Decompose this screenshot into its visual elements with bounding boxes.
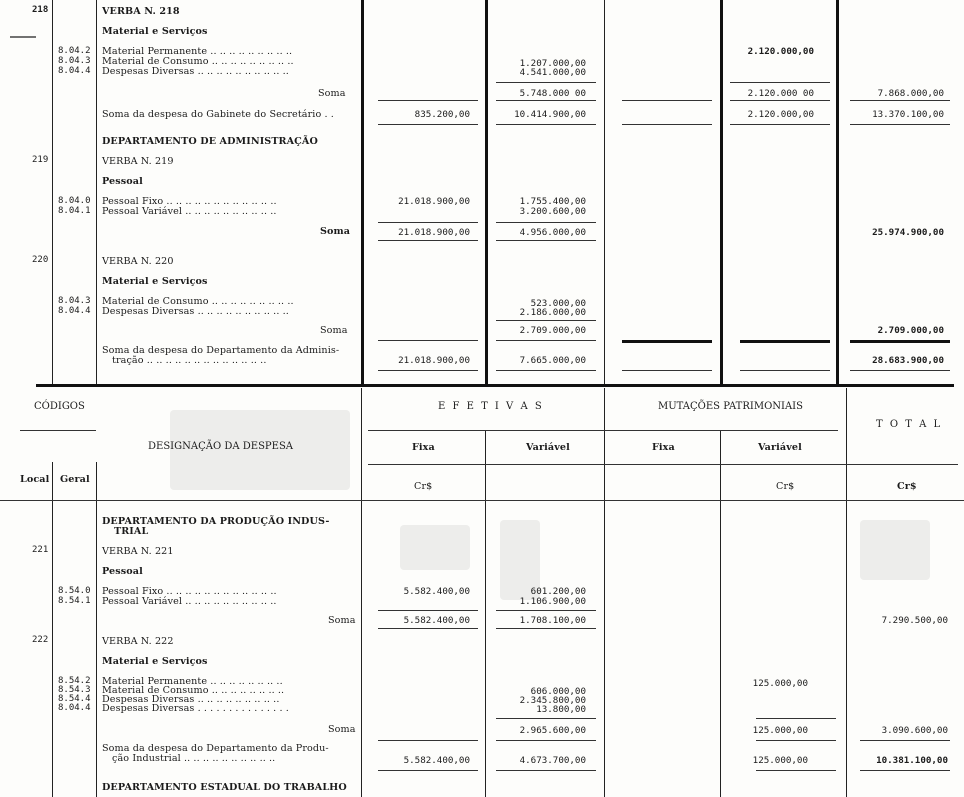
item-label: Material de Consumo .. .. .. .. .. .. .. .. .. (102, 296, 294, 307)
var-value: 3.200.600,00 (519, 206, 586, 217)
item-label: Despesas Diversas . . . . . . . . . . . . . . . (102, 703, 289, 714)
soma-label: Soma (318, 88, 346, 99)
item-code: 8.04.4 (58, 306, 91, 316)
local-code-218: 218 (32, 5, 49, 15)
soma-total: 25.974.900,00 (872, 227, 944, 238)
var-value: 606.000,00 (530, 686, 586, 697)
col-divider-var (604, 0, 605, 385)
gab-fixa: 835.200,00 (414, 109, 470, 120)
verba-218-category: Material e Serviços (102, 26, 208, 37)
dept-producao-heading-1: DEPARTAMENTO DA PRODUÇÃO INDUS- (102, 516, 330, 527)
total-underline (860, 770, 950, 771)
item-label: Despesas Diversas .. .. .. .. .. .. .. .. .. .. (102, 66, 289, 77)
header-variavel: Variável (526, 442, 570, 453)
header-rule-codes (20, 430, 96, 431)
header-mutacoes: MUTAÇÕES PATRIMONIAIS (658, 401, 803, 412)
soma-var: 1.708.100,00 (519, 615, 586, 626)
item-code: 8.04.3 (58, 56, 91, 66)
header-cr-total: Cr$ (897, 481, 917, 492)
dept-admin-fixa: 21.018.900,00 (398, 355, 470, 366)
dept-producao-var: 4.673.700,00 (519, 755, 586, 766)
var-value: 1.755.400,00 (519, 196, 586, 207)
item-code: 8.04.4 (58, 703, 91, 713)
total-rule (850, 100, 950, 101)
subtotal-rule (496, 718, 596, 719)
total-underline (496, 770, 596, 771)
gab-total-label: Soma da despesa do Gabinete do Secretário . . (102, 109, 334, 120)
soma-label: Soma (328, 615, 356, 626)
gab-total: 13.370.100,00 (872, 109, 944, 120)
total-rule (496, 100, 596, 101)
col-divider-desc (361, 0, 364, 385)
total-underline (850, 124, 950, 125)
item-label: Despesas Diversas .. .. .. .. .. .. .. .. .. (102, 694, 280, 705)
scan-smudge (400, 525, 470, 570)
col-divider-fixa-2 (485, 430, 486, 797)
total-rule (860, 740, 950, 741)
soma-fixa: 21.018.900,00 (398, 227, 470, 238)
soma-total: 3.090.600,00 (881, 725, 948, 736)
header-cr-fixa: Cr$ (414, 481, 433, 492)
total-rule (378, 340, 478, 341)
item-code: 8.54.0 (58, 586, 91, 596)
header-cr-mut: Cr$ (776, 481, 795, 492)
fixa-value: 5.582.400,00 (403, 586, 470, 597)
item-label: Pessoal Fixo .. .. .. .. .. .. .. .. .. .. .. .. (102, 196, 277, 207)
col-divider-mutvar (836, 0, 839, 385)
var-value: 523.000,00 (530, 298, 586, 309)
mut-var-value: 125.000,00 (752, 678, 808, 689)
col-divider-fixa (485, 0, 488, 385)
header-local: Local (20, 474, 50, 485)
verba-218-title: VERBA N. 218 (102, 6, 180, 17)
soma-total: 7.868.000,00 (877, 88, 944, 99)
item-code: 8.54.4 (58, 694, 91, 704)
soma-label: Soma (328, 724, 356, 735)
scan-mark (10, 36, 36, 38)
col-divider-geral-2 (96, 462, 97, 797)
subtotal-underline (496, 628, 596, 629)
total-underline (730, 124, 830, 125)
col-divider-mutfixa (720, 0, 723, 385)
subtotal-underline (378, 628, 478, 629)
var-value: 4.541.000,00 (519, 67, 586, 78)
verba-222-title: VERBA N. 222 (102, 636, 174, 647)
dept-admin-total: 28.683.900,00 (872, 355, 944, 366)
subtotal-rule (378, 610, 478, 611)
col-divider-var-2 (604, 388, 605, 797)
soma-label: Soma (320, 325, 348, 336)
gab-var: 10.414.900,00 (514, 109, 586, 120)
header-geral: Geral (60, 474, 90, 485)
var-value: 1.106.900,00 (519, 596, 586, 607)
header-mut-variavel: Variável (758, 442, 802, 453)
soma-var: 2.965.600,00 (519, 725, 586, 736)
dept-producao-heading-2: TRIAL (114, 526, 149, 537)
col-divider-codes-2 (52, 462, 53, 797)
subtotal-rule (730, 82, 830, 83)
verba-222-category: Material e Serviços (102, 656, 208, 667)
dept-producao-mut: 125.000,00 (752, 755, 808, 766)
section-break (36, 384, 954, 387)
item-code: 8.54.3 (58, 685, 91, 695)
total-underline (496, 370, 596, 371)
var-value: 601.200,00 (530, 586, 586, 597)
col-divider-geral (96, 0, 97, 385)
col-divider-mutfixa-2 (720, 430, 721, 797)
header-mut-fixa: Fixa (652, 442, 675, 453)
total-underline (622, 370, 712, 371)
soma-label: Soma (320, 226, 351, 237)
item-label: Despesas Diversas .. .. .. .. .. .. .. .. .. .. (102, 306, 289, 317)
item-label: Material de Consumo .. .. .. .. .. .. .. .. .. (102, 56, 294, 67)
dept-trabalho-heading: DEPARTAMENTO ESTADUAL DO TRABALHO (102, 782, 347, 793)
item-code: 8.04.3 (58, 296, 91, 306)
header-designacao: DESIGNAÇÃO DA DESPESA (148, 441, 294, 452)
item-label: Material Permanente .. .. .. .. .. .. .. .. .. (102, 46, 293, 57)
item-code: 8.04.2 (58, 46, 91, 56)
dept-admin-total-label-1: Soma da despesa do Departamento da Adminis- (102, 345, 340, 356)
header-codigos: CÓDIGOS (34, 401, 85, 412)
header-fixa: Fixa (412, 442, 435, 453)
item-code: 8.54.1 (58, 596, 91, 606)
var-value: 13.800,00 (536, 704, 586, 715)
verba-221-category: Pessoal (102, 566, 143, 577)
subtotal-rule (496, 222, 596, 223)
total-rule (496, 740, 596, 741)
total-underline (378, 124, 478, 125)
item-code: 8.04.1 (58, 206, 91, 216)
col-divider-desc-2 (361, 388, 362, 797)
total-underline (850, 370, 950, 371)
soma-var: 5.748.000 00 (519, 88, 586, 99)
local-code-219: 219 (32, 155, 49, 165)
header-efetivas: E F E T I V A S (438, 401, 544, 412)
item-label: Pessoal Variável .. .. .. .. .. .. .. .. .. .. (102, 206, 277, 217)
local-code-222: 222 (32, 635, 49, 645)
soma-mut: 2.120.000 00 (747, 88, 814, 99)
verba-219-title: VERBA N. 219 (102, 156, 174, 167)
item-label: Pessoal Variável .. .. .. .. .. .. .. .. .. .. (102, 596, 277, 607)
dept-producao-total: 10.381.100,00 (876, 755, 948, 766)
dept-admin-total-label-2: tração .. .. .. .. .. .. .. .. .. .. .. .. .. (112, 355, 267, 366)
header-rule-efetivas (368, 430, 838, 431)
soma-mut: 125.000,00 (752, 725, 808, 736)
item-code: 8.04.0 (58, 196, 91, 206)
total-underline (740, 370, 830, 371)
total-rule (378, 740, 478, 741)
col-divider-mutvar-2 (846, 388, 847, 797)
soma-var: 4.956.000,00 (519, 227, 586, 238)
soma-fixa: 5.582.400,00 (403, 615, 470, 626)
verba-220-title: VERBA N. 220 (102, 256, 174, 267)
item-code: 8.54.2 (58, 676, 91, 686)
gab-mut: 2.120.000,00 (747, 109, 814, 120)
dept-producao-total-label-2: ção Industrial .. .. .. .. .. .. .. .. .. .. (112, 753, 276, 764)
item-code: 8.04.4 (58, 66, 91, 76)
item-label: Pessoal Fixo .. .. .. .. .. .. .. .. .. .. .. .. (102, 586, 277, 597)
var-value: 2.345.800,00 (519, 695, 586, 706)
local-code-221: 221 (32, 545, 49, 555)
local-code-220: 220 (32, 255, 49, 265)
soma-var: 2.709.000,00 (519, 325, 586, 336)
total-rule (622, 340, 712, 343)
total-rule (622, 100, 712, 101)
header-rule-bottom (0, 500, 964, 501)
total-underline (378, 370, 478, 371)
total-underline (496, 124, 596, 125)
item-label: Material Permanente .. .. .. .. .. .. .. .. (102, 676, 283, 687)
subtotal-rule (496, 320, 596, 321)
verba-219-category: Pessoal (102, 176, 143, 187)
item-label: Material de Consumo .. .. .. .. .. .. .. .. (102, 685, 285, 696)
fixa-value: 21.018.900,00 (398, 196, 470, 207)
verba-221-title: VERBA N. 221 (102, 546, 174, 557)
header-rule-sub (368, 464, 958, 465)
var-value: 2.186.000,00 (519, 307, 586, 318)
subtotal-rule (756, 718, 836, 719)
verba-220-category: Material e Serviços (102, 276, 208, 287)
scan-smudge (860, 520, 930, 580)
soma-total: 7.290.500,00 (881, 615, 948, 626)
total-rule (756, 740, 836, 741)
var-value: 1.207.000,00 (519, 58, 586, 69)
subtotal-underline (496, 240, 596, 241)
subtotal-underline (378, 240, 478, 241)
header-total: T O T A L (876, 419, 943, 430)
dept-producao-fixa: 5.582.400,00 (403, 755, 470, 766)
subtotal-rule (378, 222, 478, 223)
dept-admin-var: 7.665.000,00 (519, 355, 586, 366)
total-rule (378, 100, 478, 101)
dept-admin-heading: DEPARTAMENTO DE ADMINISTRAÇÃO (102, 136, 318, 147)
total-underline (756, 770, 836, 771)
total-underline (622, 124, 712, 125)
soma-total: 2.709.000,00 (877, 325, 944, 336)
dept-producao-total-label-1: Soma da despesa do Departamento da Produ- (102, 743, 329, 754)
subtotal-rule (496, 82, 596, 83)
subtotal-rule (496, 610, 596, 611)
total-rule (730, 100, 830, 101)
mut-var-value: 2.120.000,00 (747, 46, 814, 57)
total-rule (740, 340, 830, 343)
total-rule (850, 340, 950, 343)
col-divider-codes (52, 0, 53, 385)
total-rule (496, 340, 596, 341)
total-underline (378, 770, 478, 771)
